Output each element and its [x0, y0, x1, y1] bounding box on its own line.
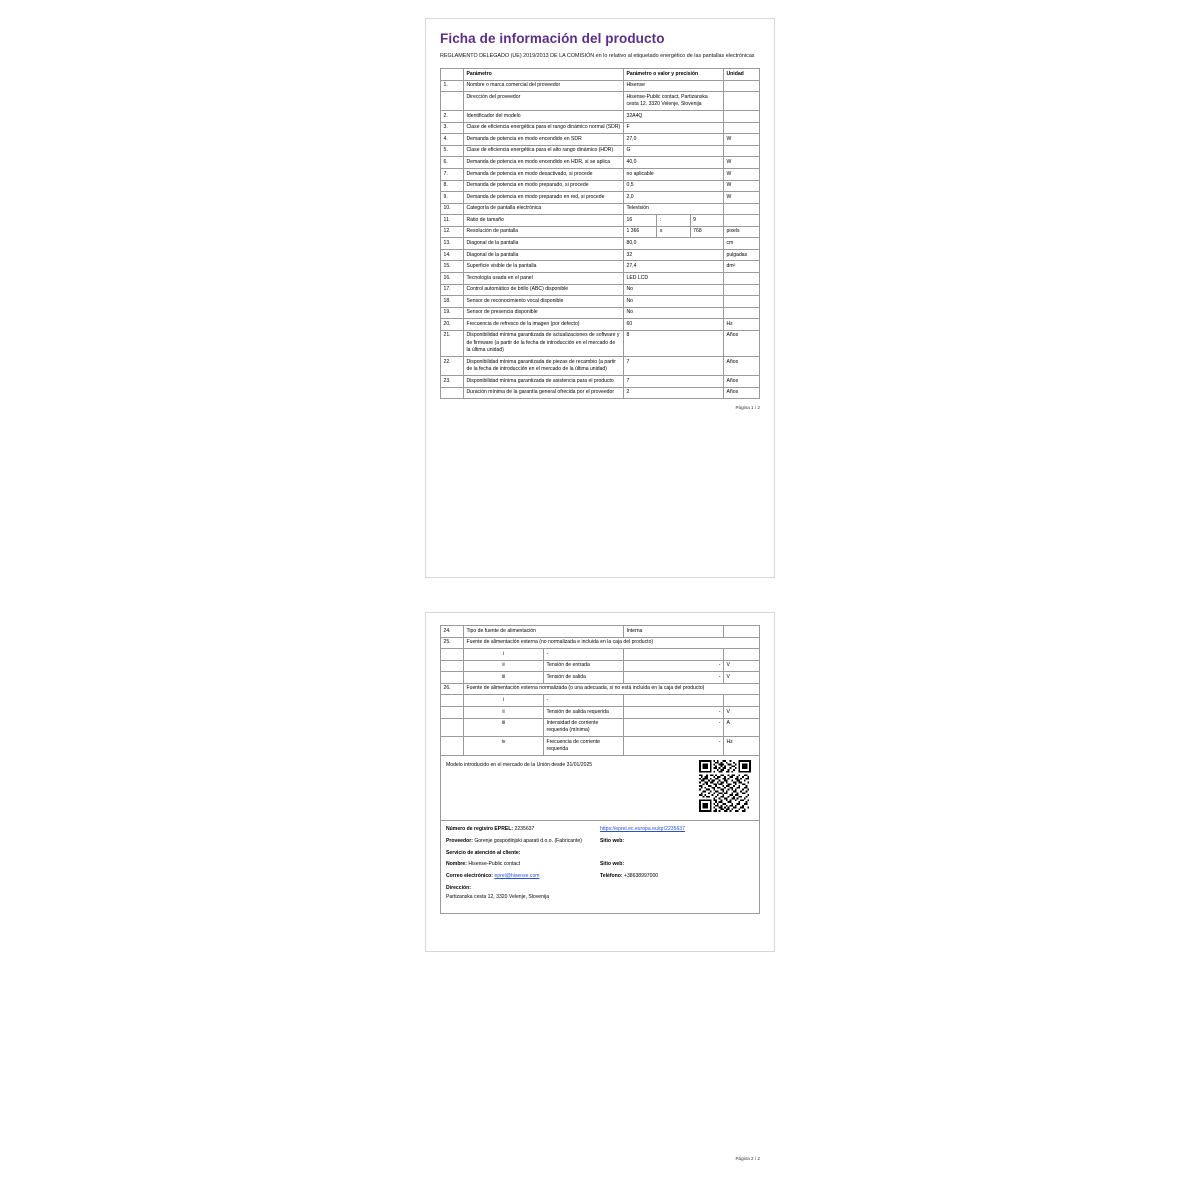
row-parameter: Intensidad de corriente requerida (mínima): [544, 718, 624, 737]
table-row: [441, 737, 760, 756]
address-label: Dirección:: [446, 884, 471, 891]
phone-label: Teléfono:: [600, 872, 623, 879]
row-number: 4.: [441, 134, 464, 146]
row-value: No: [624, 296, 724, 308]
row-unit: [724, 626, 760, 638]
row-value: no aplicable: [624, 168, 724, 180]
supplier-label: Proveedor:: [446, 838, 473, 845]
row-parameter: Sensor de presencia disponible: [464, 307, 624, 319]
row-parameter: Diagonal de la pantalla: [464, 249, 624, 261]
row-roman: ii: [464, 660, 544, 672]
table-row: [441, 92, 760, 111]
row-value: [624, 649, 724, 661]
row-number: 15.: [441, 261, 464, 273]
row-unit: cm: [724, 238, 760, 250]
row-number: 1.: [441, 80, 464, 92]
row-value: 32A4Q: [624, 111, 724, 123]
row-number: 11.: [441, 215, 464, 227]
table-row: [441, 215, 760, 227]
table-row: [441, 192, 760, 204]
row-unit: Años: [724, 357, 760, 376]
row-value: Interna: [624, 626, 724, 638]
row-unit: W: [724, 134, 760, 146]
row-parameter: Tensión de salida: [544, 672, 624, 684]
row-value: 0,5: [624, 180, 724, 192]
table-row: [441, 168, 760, 180]
row-value: 40,0: [624, 157, 724, 169]
row-value: -: [624, 718, 724, 737]
email-row: [446, 873, 754, 881]
row-unit: [724, 111, 760, 123]
row-parameter: Demanda de potencia en modo preparado, si procede: [464, 180, 624, 192]
row-value-b: 9: [690, 215, 723, 227]
name-row: [446, 861, 754, 869]
service-website-label: Sitio web:: [600, 861, 625, 868]
eprel-row: [446, 826, 754, 834]
row-unit: [724, 273, 760, 285]
row-parameter: Tensión de entrada: [544, 660, 624, 672]
row-parameter: Categoría de pantalla electrónica: [464, 203, 624, 215]
market-introduction-text: Modelo introducido en el mercado de la Unión desde 31/01/2025: [446, 762, 593, 769]
row-number: 21.: [441, 330, 464, 356]
row-number: 22.: [441, 357, 464, 376]
row-number: 7.: [441, 168, 464, 180]
row-roman: ii: [464, 706, 544, 718]
row-unit: V: [724, 672, 760, 684]
row-number: 20.: [441, 319, 464, 331]
document-page-2: [425, 612, 775, 1161]
supplier-website-label: Sitio web:: [600, 838, 625, 845]
address-row: [446, 885, 754, 902]
row-unit: W: [724, 157, 760, 169]
row-parameter: Superficie visible de la pantalla: [464, 261, 624, 273]
row-unit: Años: [724, 376, 760, 388]
row-value: G: [624, 145, 724, 157]
row-number: 6.: [441, 157, 464, 169]
table-row: [441, 357, 760, 376]
table-row: [441, 111, 760, 123]
page-title: Ficha de información del producto: [440, 31, 665, 46]
row-value: No: [624, 307, 724, 319]
row-roman: iii: [464, 718, 544, 737]
row-parameter: Clase de eficiencia energética para el rango dinámico normal (SDR): [464, 122, 624, 134]
row-parameter: Fuente de alimentación externa (no normalizada e incluida en la caja del producto): [464, 637, 760, 649]
row-value: Hisense-Public contact, Partizanska cesta 12, 3320 Velenje, Slovenija: [624, 92, 724, 111]
row-number: 23.: [441, 376, 464, 388]
row-parameter: Disponibilidad mínima garantizada de asistencia para el producto: [464, 376, 624, 388]
row-roman: iii: [464, 672, 544, 684]
row-unit: Hz: [724, 737, 760, 756]
row-unit: W: [724, 180, 760, 192]
row-number: 18.: [441, 296, 464, 308]
row-parameter: Resolución de pantalla: [464, 226, 624, 238]
row-unit: [724, 284, 760, 296]
row-value: -: [624, 672, 724, 684]
table-header-row: [441, 69, 760, 81]
row-parameter: Frecuencia de refresco de la imagen (por defecto): [464, 319, 624, 331]
table-row: [441, 122, 760, 134]
row-unit: A: [724, 718, 760, 737]
row-number: [441, 92, 464, 111]
eprel-label: Número de registro EPREL:: [446, 826, 514, 833]
row-unit: V: [724, 660, 760, 672]
table-row: [441, 226, 760, 238]
page-2-footer: Página 2 / 2: [735, 1156, 760, 1161]
row-parameter: -: [544, 649, 624, 661]
row-number: 2.: [441, 111, 464, 123]
row-unit: V: [724, 706, 760, 718]
row-unit: pixels: [724, 226, 760, 238]
row-parameter: Nombre o marca comercial del proveedor: [464, 80, 624, 92]
row-number: 8.: [441, 180, 464, 192]
row-unit: [724, 649, 760, 661]
header-parameter: Parámetro: [464, 69, 624, 81]
row-unit: pulgadas: [724, 249, 760, 261]
row-value: 7: [624, 357, 724, 376]
row-parameter: Disponibilidad mínima garantizada de piezas de recambio (a partir de la fecha de introducción en el mercado de la última unidad): [464, 357, 624, 376]
row-number: 12.: [441, 226, 464, 238]
table-row: [441, 660, 760, 672]
row-number: 9.: [441, 192, 464, 204]
table-row: [441, 672, 760, 684]
row-unit: dm²: [724, 261, 760, 273]
row-parameter: Demanda de potencia en modo encendido en HDR, si se aplica: [464, 157, 624, 169]
row-parameter: Demanda de potencia en modo preparado en red, si procede: [464, 192, 624, 204]
row-roman: i: [464, 695, 544, 707]
table-row: [441, 180, 760, 192]
row-parameter: Disponibilidad mínima garantizada de actualizaciones de software y de firmware (a partir de la fecha de introducción en el mercado de la última unidad): [464, 330, 624, 356]
row-value: 60: [624, 319, 724, 331]
row-value: 7: [624, 376, 724, 388]
row-unit: [724, 145, 760, 157]
row-number: 3.: [441, 122, 464, 134]
row-parameter: Tecnología usada en el panel: [464, 273, 624, 285]
row-roman: i: [464, 649, 544, 661]
row-unit: [724, 296, 760, 308]
regulation-reference: REGLAMENTO DELEGADO (UE) 2019/2013 DE LA COMISIÓN en lo relativo al etiquetado energético de las pantallas electrónicas: [440, 53, 755, 59]
row-value: 27,4: [624, 261, 724, 273]
row-value: -: [624, 706, 724, 718]
row-value: 80,0: [624, 238, 724, 250]
supplier-value: Gorenje gospodinjski aparati d.o.o. (Fabricante): [474, 838, 582, 845]
row-number: [441, 660, 464, 672]
table-row: [441, 319, 760, 331]
table-row: [441, 376, 760, 388]
row-number: 14.: [441, 249, 464, 261]
row-unit: [724, 80, 760, 92]
row-number: 19.: [441, 307, 464, 319]
row-parameter: Demanda de potencia en modo desactivado, si procede: [464, 168, 624, 180]
address-value: Partizanska cesta 12, 3320 Velenje, Slovenija: [446, 894, 550, 901]
row-unit: [724, 122, 760, 134]
document-page-1: [425, 18, 775, 578]
row-parameter: Tipo de fuente de alimentación: [464, 626, 624, 638]
row-unit: [724, 695, 760, 707]
row-unit: Años: [724, 330, 760, 356]
row-unit: [724, 307, 760, 319]
row-parameter: Tensión de salida requerida: [544, 706, 624, 718]
row-value-a: 16: [624, 215, 657, 227]
row-unit: W: [724, 192, 760, 204]
eprel-value: 2235637: [514, 826, 535, 833]
row-parameter: Diagonal de la pantalla: [464, 238, 624, 250]
row-value: 8: [624, 330, 724, 356]
table-row: [441, 637, 760, 649]
row-value-separator: :: [657, 215, 690, 227]
row-number: [441, 387, 464, 399]
qr-code-icon: [699, 760, 751, 812]
row-parameter: Clase de eficiencia energética para el alto rango dinámico (HDR): [464, 145, 624, 157]
row-parameter: Ratio de tamaño: [464, 215, 624, 227]
row-value-separator: x: [657, 226, 690, 238]
table-row: [441, 203, 760, 215]
row-number: 24.: [441, 626, 464, 638]
row-value: Televisión: [624, 203, 724, 215]
row-number: [441, 649, 464, 661]
table-row: [441, 134, 760, 146]
row-number: 16.: [441, 273, 464, 285]
row-value: LED LCD: [624, 273, 724, 285]
email-value[interactable]: eprel@hisense.com: [494, 872, 540, 879]
row-value: -: [624, 737, 724, 756]
table-row: [441, 683, 760, 695]
table-row: [441, 157, 760, 169]
row-value: 32: [624, 249, 724, 261]
table-row: [441, 706, 760, 718]
email-label: Correo electrónico:: [446, 872, 493, 879]
market-introduction-box: [440, 756, 760, 821]
row-parameter: Dirección del proveedor: [464, 92, 624, 111]
row-unit: W: [724, 168, 760, 180]
row-parameter: Demanda de potencia en modo encendido en SDR: [464, 134, 624, 146]
table-row: [441, 695, 760, 707]
supplier-info-box: [440, 821, 760, 913]
row-parameter: Duración mínima de la garantía general ofrecida por el proveedor: [464, 387, 624, 399]
row-unit: Hz: [724, 319, 760, 331]
table-row: [441, 296, 760, 308]
customer-service-label: Servicio de atención al cliente:: [446, 849, 521, 856]
row-number: [441, 737, 464, 756]
row-number: 5.: [441, 145, 464, 157]
row-number: 25.: [441, 637, 464, 649]
table-row: [441, 649, 760, 661]
table-row: [441, 80, 760, 92]
row-value-a: 1 366: [624, 226, 657, 238]
row-value: 27,0: [624, 134, 724, 146]
table-row: [441, 718, 760, 737]
row-parameter: Frecuencia de corriente requerida: [544, 737, 624, 756]
table-row: [441, 626, 760, 638]
row-number: 13.: [441, 238, 464, 250]
table-row: [441, 273, 760, 285]
header-num: [441, 69, 464, 81]
row-number: [441, 718, 464, 737]
row-value: F: [624, 122, 724, 134]
row-number: [441, 695, 464, 707]
table-row: [441, 145, 760, 157]
table-row: [441, 330, 760, 356]
eprel-link[interactable]: https://eprel.ec.europa.eu/qr/2235637: [600, 826, 685, 833]
row-value: No: [624, 284, 724, 296]
row-value: 2,0: [624, 192, 724, 204]
row-unit: [724, 92, 760, 111]
row-parameter: Sensor de reconocimiento vocal disponible: [464, 296, 624, 308]
row-number: [441, 706, 464, 718]
supplier-row: [446, 838, 754, 846]
row-parameter: Fuente de alimentación externa normalizada (o una adecuada, si no está incluida en la caja del producto): [464, 683, 760, 695]
header-value: Parámetro o valor y precisión: [624, 69, 724, 81]
table-row: [441, 261, 760, 273]
header-unit: Unidad: [724, 69, 760, 81]
row-number: [441, 672, 464, 684]
table-row: [441, 249, 760, 261]
name-label: Nombre:: [446, 861, 467, 868]
phone-value: +38638997000: [623, 872, 659, 879]
row-value: 2: [624, 387, 724, 399]
row-value: Hisense: [624, 80, 724, 92]
power-supply-table: [440, 625, 760, 756]
page-1-footer: Página 1 / 2: [735, 405, 760, 411]
row-number: 26.: [441, 683, 464, 695]
table-row: [441, 387, 760, 399]
row-unit: Años: [724, 387, 760, 399]
table-row: [441, 307, 760, 319]
row-unit: [724, 215, 760, 227]
product-spec-table: [440, 68, 760, 399]
customer-service-row: [446, 850, 754, 858]
row-parameter: Control automático de brillo (ABC) disponible: [464, 284, 624, 296]
row-value: [624, 695, 724, 707]
row-number: 17.: [441, 284, 464, 296]
row-value-b: 768: [690, 226, 723, 238]
table-row: [441, 284, 760, 296]
row-parameter: -: [544, 695, 624, 707]
table-row: [441, 238, 760, 250]
row-value: -: [624, 660, 724, 672]
row-number: 10.: [441, 203, 464, 215]
row-unit: [724, 203, 760, 215]
name-value: Hisense-Public contact: [468, 861, 521, 868]
row-parameter: Identificador del modelo: [464, 111, 624, 123]
row-roman: iv: [464, 737, 544, 756]
